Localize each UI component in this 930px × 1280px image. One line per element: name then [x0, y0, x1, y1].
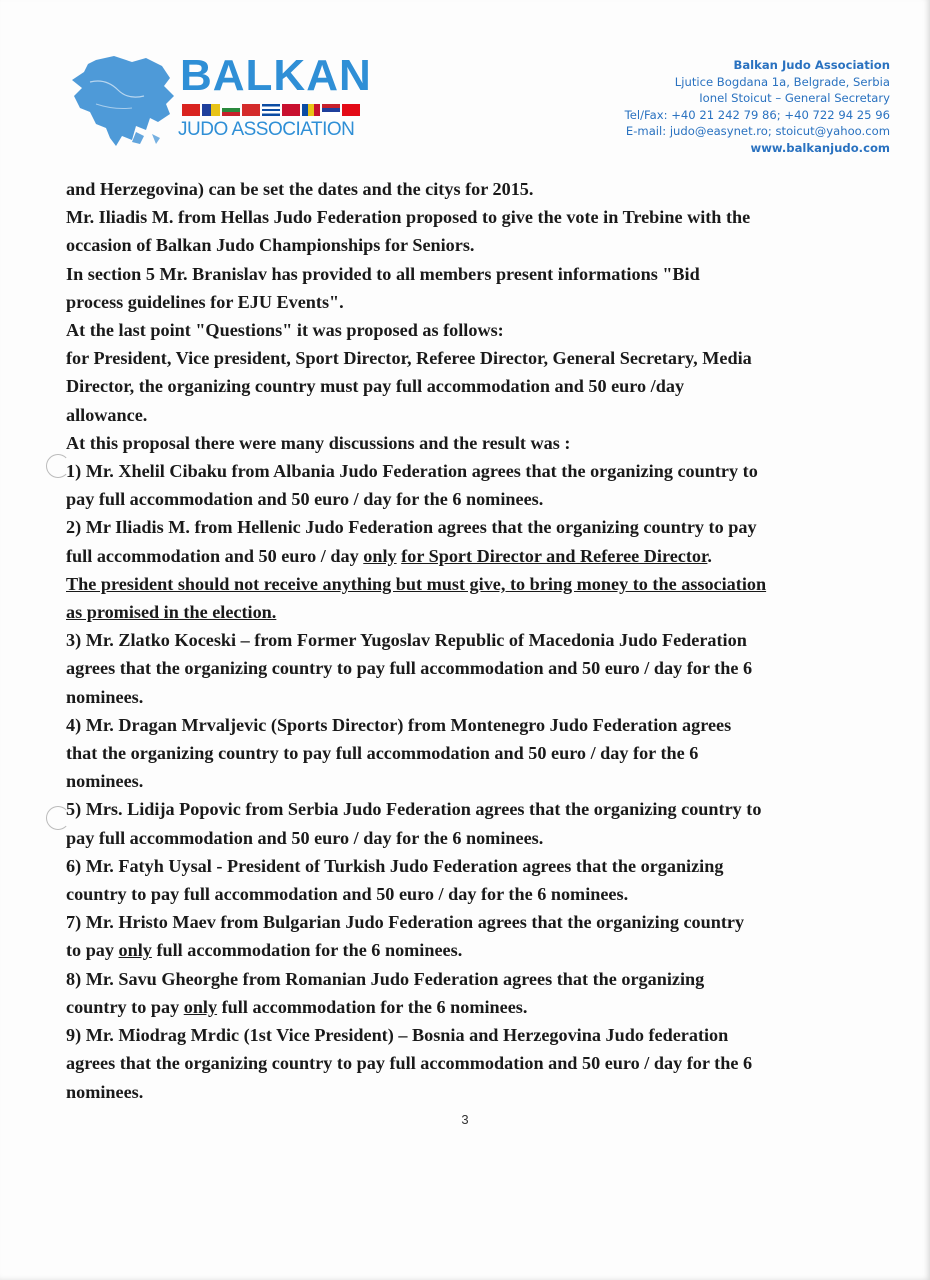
text-line: pay full accommodation and 50 euro / day for the 6 nominees. — [66, 827, 544, 848]
underlined-text: only — [183, 996, 218, 1017]
text-line: 6) Mr. Fatyh Uysal - President of Turkish Judo Federation agrees that the organizing — [66, 855, 724, 876]
contact-website: www.balkanjudo.com — [750, 140, 890, 155]
contact-org: Balkan Judo Association — [733, 58, 890, 72]
flag-icon — [302, 104, 320, 116]
flag-icon — [262, 104, 280, 116]
flag-icon — [282, 104, 300, 116]
text-line: nominees. — [66, 771, 144, 792]
underlined-text: only — [363, 545, 397, 566]
text-run: full accommodation for the 6 nominees. — [151, 940, 463, 961]
text-line — [66, 936, 896, 964]
text-run: full accommodation for the 6 nominees. — [217, 996, 528, 1017]
punch-hole-mark — [46, 454, 70, 478]
underlined-text: only — [118, 940, 152, 961]
minutes-body — [66, 175, 896, 1106]
text-line: 2) Mr Iliadis M. from Hellenic Judo Federation agrees that the organizing country to pay — [66, 517, 757, 538]
text-line: Director, the organizing country must pay full accommodation and 50 euro /day — [66, 376, 685, 397]
text-line: Mr. Iliadis M. from Hellas Judo Federation proposed to give the vote in Trebine with the — [66, 207, 751, 228]
contact-address: Ljutice Bogdana 1a, Belgrade, Serbia — [674, 74, 890, 89]
text-line: occasion of Balkan Judo Championships for Seniors. — [66, 235, 475, 256]
text-line: At this proposal there were many discussions and the result was : — [66, 432, 571, 453]
text-line: and Herzegovina) can be set the dates and the citys for 2015. — [66, 179, 534, 199]
flag-icon — [342, 104, 360, 116]
punch-hole-mark — [46, 806, 70, 830]
text-line: 8) Mr. Savu Gheorghe from Romanian Judo Federation agrees that the organizing — [66, 968, 705, 989]
text-line: 7) Mr. Hristo Maev from Bulgarian Judo Federation agrees that the organizing country — [66, 912, 745, 933]
logo-subtitle: JUDO ASSOCIATION — [178, 119, 355, 140]
text-line — [66, 542, 896, 570]
underlined-line: The president should not receive anything but must give, to bring money to the association — [66, 573, 767, 594]
flag-strip — [182, 104, 360, 116]
text-line — [66, 993, 896, 1021]
text-run: . — [707, 545, 712, 566]
flag-icon — [322, 104, 340, 116]
text-line: agrees that the organizing country to pay full accommodation and 50 euro / day for the 6 — [66, 658, 753, 679]
flag-icon — [202, 104, 220, 116]
flag-icon — [242, 104, 260, 116]
balkan-judo-logo — [66, 51, 372, 152]
underlined-line: as promised in the election. — [66, 602, 277, 623]
flag-icon — [182, 104, 200, 116]
text-line: At the last point "Questions" it was proposed as follows: — [66, 320, 504, 341]
text-line: agrees that the organizing country to pay full accommodation and 50 euro / day for the 6 — [66, 1053, 753, 1074]
text-line: 5) Mrs. Lidija Popovic from Serbia Judo Federation agrees that the organizing country to — [66, 799, 762, 820]
text-line: country to pay full accommodation and 50 euro / day for the 6 nominees. — [66, 884, 629, 905]
text-run: to pay — [66, 940, 119, 961]
text-line: In section 5 Mr. Branislav has provided to all members present informations "Bid — [66, 263, 700, 284]
balkan-map-icon — [66, 52, 178, 152]
contact-secretary: Ionel Stoicut – General Secretary — [699, 91, 890, 106]
text-line: allowance. — [66, 404, 148, 425]
contact-phone: Tel/Fax: +40 21 242 79 86; +40 722 94 25 96 — [624, 107, 890, 122]
letterhead-contact — [530, 57, 890, 157]
text-line: nominees. — [66, 686, 144, 707]
contact-email: E-mail: judo@easynet.ro; stoicut@yahoo.com — [625, 124, 890, 139]
text-line: pay full accommodation and 50 euro / day for the 6 nominees. — [66, 489, 544, 510]
text-line: 9) Mr. Miodrag Mrdic (1st Vice President) – Bosnia and Herzegovina Judo federation — [66, 1025, 729, 1046]
page-number: 3 — [461, 1112, 469, 1127]
text-line: 4) Mr. Dragan Mrvaljevic (Sports Director) from Montenegro Judo Federation agrees — [66, 714, 732, 735]
text-line: 3) Mr. Zlatko Koceski – from Former Yugoslav Republic of Macedonia Judo Federation — [66, 630, 747, 651]
underlined-text: for Sport Director and Referee Director — [401, 545, 708, 566]
text-line: 1) Mr. Xhelil Cibaku from Albania Judo Federation agrees that the organizing country to — [66, 461, 758, 482]
text-line: for President, Vice president, Sport Director, Referee Director, General Secretary, Media — [66, 348, 752, 369]
text-line: process guidelines for EJU Events". — [66, 291, 344, 312]
text-run: full accommodation and 50 euro / day — [66, 545, 364, 566]
text-run: country to pay — [66, 996, 184, 1017]
flag-icon — [222, 104, 240, 116]
logo-title: BALKAN — [180, 51, 372, 100]
text-line: that the organizing country to pay full accommodation and 50 euro / day for the 6 — [66, 743, 699, 764]
text-line: nominees. — [66, 1081, 144, 1102]
